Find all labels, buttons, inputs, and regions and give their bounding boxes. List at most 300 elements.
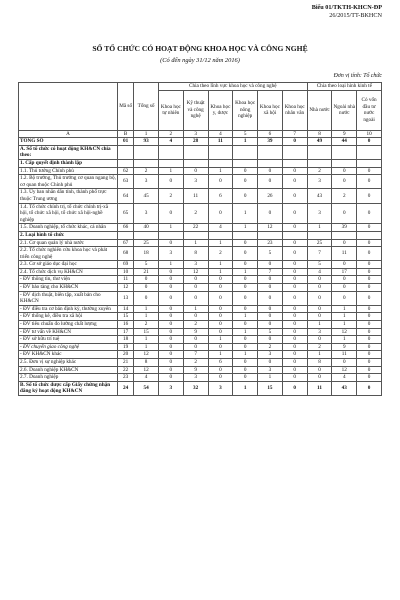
row-value: 4 — [332, 374, 357, 382]
row-ma-so: 19 — [118, 343, 134, 351]
row-value: 0 — [233, 374, 258, 382]
header-ma-so: Mã số — [118, 83, 134, 131]
row-value — [183, 231, 208, 239]
row-value: 0 — [307, 374, 332, 382]
row-value: 4 — [158, 138, 183, 146]
form-code — [312, 4, 382, 20]
row-value — [307, 159, 332, 167]
row-value: 1 — [258, 374, 283, 382]
row-value: 0 — [258, 313, 283, 321]
row-value: 1 — [233, 203, 258, 224]
row-value: 1 — [233, 351, 258, 359]
row-value: 0 — [233, 336, 258, 344]
row-value: 0 — [258, 203, 283, 224]
row-label: - ĐV điều tra cơ bản định kỳ, thường xuyên — [19, 305, 118, 313]
row-label: 2.6. Doanh nghiệp KH&CN — [19, 366, 118, 374]
table-row — [19, 167, 382, 175]
row-value: 3 — [183, 374, 208, 382]
row-value: 8 — [307, 359, 332, 367]
row-value: 1 — [208, 268, 233, 276]
row-value: 1 — [307, 351, 332, 359]
table-row — [19, 381, 382, 395]
row-label: 1. Cấp quyết định thành lập — [19, 159, 118, 167]
row-value: 12 — [258, 224, 283, 232]
row-value: 0 — [357, 247, 382, 261]
row-value: 0 — [158, 284, 183, 292]
row-ma-so: 62 — [118, 167, 134, 175]
row-value: 0 — [357, 189, 382, 203]
row-value: 0 — [208, 203, 233, 224]
row-value: 3 — [307, 175, 332, 189]
table-row — [19, 321, 382, 329]
row-value: 0 — [258, 305, 283, 313]
row-ma-so: 63 — [118, 175, 134, 189]
row-value: 2 — [158, 189, 183, 203]
table-body — [19, 138, 382, 396]
row-value: 0 — [282, 247, 307, 261]
row-value: 5 — [258, 247, 283, 261]
row-label: - ĐV tiêu chuẩn đo lường chất lượng — [19, 321, 118, 329]
row-value: 1 — [208, 261, 233, 269]
row-value: 0 — [233, 284, 258, 292]
row-value: 0 — [183, 343, 208, 351]
row-value: 0 — [357, 167, 382, 175]
row-label: 2.4. Tổ chức dịch vụ KH&CN — [19, 268, 118, 276]
row-value: 0 — [357, 366, 382, 374]
table-row — [19, 291, 382, 305]
row-value: 0 — [282, 138, 307, 146]
row-value — [282, 231, 307, 239]
row-value: 1 — [158, 167, 183, 175]
row-value: 1 — [332, 336, 357, 344]
row-value: 0 — [357, 336, 382, 344]
row-value: 0 — [357, 284, 382, 292]
row-value: 0 — [282, 305, 307, 313]
table-row — [19, 224, 382, 232]
header-letter: 5 — [233, 130, 258, 138]
row-ma-so — [118, 159, 134, 167]
header-letter: 3 — [183, 130, 208, 138]
row-value: 0 — [158, 291, 183, 305]
unit-label: Đơn vị tính: Tổ chức — [333, 73, 382, 79]
row-value: 0 — [233, 359, 258, 367]
row-label: 1.4. Tổ chức chính trị, tổ chức chính trị-xã hội, tổ chức xã hội, tổ chức xã hội-nghề nghiệp — [19, 203, 118, 224]
row-value: 49 — [307, 138, 332, 146]
row-ma-so: 22 — [118, 366, 134, 374]
row-value: 0 — [357, 224, 382, 232]
row-value: 3 — [158, 381, 183, 395]
row-value: 2 — [307, 343, 332, 351]
row-value: 26 — [258, 189, 283, 203]
row-value: 0 — [258, 284, 283, 292]
row-value: 0 — [158, 313, 183, 321]
row-label: - ĐV thông tin, thư viện — [19, 276, 118, 284]
row-value — [208, 231, 233, 239]
header-letter: 7 — [282, 130, 307, 138]
row-ma-so: 65 — [118, 203, 134, 224]
row-value: 0 — [208, 321, 233, 329]
form-code-line2: 26/2015/TT-BKHCN — [329, 12, 382, 19]
row-value: 0 — [332, 359, 357, 367]
row-value: 12 — [332, 366, 357, 374]
row-value: 1 — [332, 305, 357, 313]
row-value: 1 — [307, 224, 332, 232]
row-value — [258, 231, 283, 239]
row-value — [233, 231, 258, 239]
row-value: 1 — [158, 261, 183, 269]
table-row — [19, 305, 382, 313]
row-value: 0 — [134, 276, 159, 284]
row-value — [208, 159, 233, 167]
row-label: 1.5. Doanh nghiệp, tổ chức khác, cá nhân — [19, 224, 118, 232]
row-ma-so: 67 — [118, 239, 134, 247]
row-label: 2.5. Đơn vị sự nghiệp khác — [19, 359, 118, 367]
row-value: 12 — [134, 366, 159, 374]
row-value: 93 — [134, 138, 159, 146]
row-value — [233, 159, 258, 167]
header-label-cell — [19, 83, 118, 131]
header-row-letters — [19, 130, 382, 138]
row-value: 3 — [134, 203, 159, 224]
header-col: Có vốn đầu tư nước ngoài — [357, 90, 382, 130]
row-value: 8 — [183, 247, 208, 261]
row-value: 3 — [307, 203, 332, 224]
row-value — [208, 145, 233, 159]
header-letter: 9 — [332, 130, 357, 138]
row-ma-so: 66 — [118, 224, 134, 232]
row-ma-so: 11 — [118, 276, 134, 284]
header-col: Khoa học tự nhiên — [158, 90, 183, 130]
table-row — [19, 175, 382, 189]
row-value — [357, 159, 382, 167]
row-value: 17 — [332, 268, 357, 276]
row-value: 0 — [357, 351, 382, 359]
row-value: 1 — [233, 313, 258, 321]
row-value: 0 — [332, 276, 357, 284]
row-value: 0 — [282, 328, 307, 336]
row-value: 22 — [183, 224, 208, 232]
header-letter: 2 — [158, 130, 183, 138]
row-value: 4 — [307, 268, 332, 276]
row-value: 1 — [208, 336, 233, 344]
row-value: 0 — [158, 328, 183, 336]
header-letter: 4 — [208, 130, 233, 138]
row-value: 39 — [258, 138, 283, 146]
row-value: 11 — [332, 247, 357, 261]
row-value: 28 — [183, 138, 208, 146]
row-ma-so: 15 — [118, 313, 134, 321]
row-value: 23 — [258, 239, 283, 247]
row-value: 1 — [307, 321, 332, 329]
row-value: 1 — [233, 224, 258, 232]
table-row — [19, 359, 382, 367]
row-value: 0 — [208, 313, 233, 321]
row-value: 0 — [282, 224, 307, 232]
table-row — [19, 203, 382, 224]
row-value: 0 — [282, 167, 307, 175]
row-value: 0 — [307, 336, 332, 344]
row-value: 4 — [134, 374, 159, 382]
row-value: 0 — [357, 374, 382, 382]
row-value: 0 — [282, 284, 307, 292]
row-value: 32 — [183, 381, 208, 395]
row-value: 0 — [357, 321, 382, 329]
row-value: 0 — [357, 313, 382, 321]
row-value: 25 — [134, 239, 159, 247]
row-ma-so: 69 — [118, 261, 134, 269]
row-value — [158, 231, 183, 239]
row-value: 0 — [134, 291, 159, 305]
header-col: Nhà nước — [307, 90, 332, 130]
row-value: 0 — [282, 351, 307, 359]
row-label: - ĐV bảo tàng cho KH&CN — [19, 284, 118, 292]
row-value: 0 — [282, 381, 307, 395]
row-value: 5 — [307, 261, 332, 269]
row-value: 0 — [357, 291, 382, 305]
row-value: 39 — [332, 224, 357, 232]
row-ma-so: 13 — [118, 291, 134, 305]
row-label: - ĐV sở hữu trí tuệ — [19, 336, 118, 344]
row-value: 0 — [357, 138, 382, 146]
row-value: 3 — [208, 381, 233, 395]
row-label: - ĐV dịch thuật, biên tập, xuất bản cho KH&CN — [19, 291, 118, 305]
row-value: 3 — [258, 351, 283, 359]
row-value: 0 — [258, 336, 283, 344]
row-ma-so: 14 — [118, 305, 134, 313]
row-value: 0 — [258, 167, 283, 175]
table-row — [19, 351, 382, 359]
row-value: 12 — [134, 351, 159, 359]
row-label: TỔNG SỐ — [19, 138, 118, 146]
row-value: 0 — [307, 284, 332, 292]
row-value: 2 — [332, 189, 357, 203]
row-value: 0 — [357, 239, 382, 247]
row-ma-so: 24 — [118, 381, 134, 395]
row-value: 0 — [357, 305, 382, 313]
row-value: 0 — [357, 276, 382, 284]
row-value — [183, 145, 208, 159]
row-ma-so: 12 — [118, 284, 134, 292]
row-value: 0 — [282, 268, 307, 276]
row-value: 0 — [332, 167, 357, 175]
row-value: 0 — [282, 203, 307, 224]
row-value: 0 — [357, 261, 382, 269]
row-value: 6 — [208, 189, 233, 203]
row-value: 0 — [258, 359, 283, 367]
row-value: 3 — [134, 175, 159, 189]
row-value: 40 — [134, 224, 159, 232]
row-value: 0 — [158, 336, 183, 344]
row-value: 18 — [134, 247, 159, 261]
header-col: Khoa học xã hội — [258, 90, 283, 130]
row-value: 0 — [307, 305, 332, 313]
row-value: 0 — [357, 175, 382, 189]
row-value: 1 — [158, 224, 183, 232]
row-ma-so: 64 — [118, 189, 134, 203]
row-value: 0 — [357, 381, 382, 395]
row-value: 0 — [357, 328, 382, 336]
header-letter: 6 — [258, 130, 283, 138]
row-value: 0 — [233, 189, 258, 203]
row-label: 2.2. Tổ chức nghiên cứu khoa học và phát triển công nghệ — [19, 247, 118, 261]
row-value: 0 — [282, 336, 307, 344]
header-col: Khoa học y, dược — [208, 90, 233, 130]
row-value: 2 — [307, 167, 332, 175]
row-value — [357, 145, 382, 159]
row-value: 11 — [307, 381, 332, 395]
header-row-groups — [19, 83, 382, 91]
row-value: 2 — [208, 247, 233, 261]
row-value: 0 — [357, 343, 382, 351]
row-ma-so: 20 — [118, 351, 134, 359]
row-value: 1 — [233, 268, 258, 276]
header-col: Khoa học nông nghiệp — [233, 90, 258, 130]
row-value: 0 — [233, 276, 258, 284]
row-value: 0 — [332, 284, 357, 292]
row-ma-so: 16 — [118, 321, 134, 329]
row-value: 2 — [134, 167, 159, 175]
row-value: 1 — [233, 381, 258, 395]
row-value: 7 — [258, 268, 283, 276]
table-row — [19, 239, 382, 247]
row-value: 0 — [282, 261, 307, 269]
row-value: 0 — [158, 366, 183, 374]
row-label: - ĐV KH&CN khác — [19, 351, 118, 359]
table-row — [19, 268, 382, 276]
row-value: 0 — [208, 305, 233, 313]
row-value: 0 — [282, 321, 307, 329]
row-value: 0 — [233, 305, 258, 313]
table-row — [19, 261, 382, 269]
table-row — [19, 247, 382, 261]
table-row — [19, 336, 382, 344]
row-value: 0 — [208, 276, 233, 284]
row-value: 0 — [282, 343, 307, 351]
row-value: 6 — [208, 359, 233, 367]
row-value — [332, 231, 357, 239]
row-value — [233, 145, 258, 159]
row-ma-so — [118, 231, 134, 239]
row-value: 0 — [233, 247, 258, 261]
table-row — [19, 374, 382, 382]
table-row — [19, 276, 382, 284]
row-value: 11 — [332, 351, 357, 359]
row-value: 0 — [282, 313, 307, 321]
row-value: 1 — [332, 321, 357, 329]
row-value: 0 — [158, 268, 183, 276]
row-value: 3 — [158, 247, 183, 261]
row-value: 45 — [134, 189, 159, 203]
row-value: 0 — [208, 175, 233, 189]
row-value: 0 — [208, 284, 233, 292]
row-value: 3 — [183, 261, 208, 269]
row-value — [307, 145, 332, 159]
row-value: 7 — [183, 351, 208, 359]
row-label: - ĐV tư vấn về KH&CN — [19, 328, 118, 336]
row-label: 1.1. Thủ tướng Chính phủ — [19, 167, 118, 175]
row-value: 3 — [183, 175, 208, 189]
row-label: B. Số tổ chức được cấp Giấy chứng nhận đăng ký hoạt động KH&CN — [19, 381, 118, 395]
row-value: 8 — [134, 359, 159, 367]
row-value: 0 — [258, 321, 283, 329]
row-ma-so: 17 — [118, 328, 134, 336]
statistics-table — [18, 82, 382, 396]
row-value: 0 — [282, 366, 307, 374]
row-value: 1 — [233, 138, 258, 146]
row-value: 25 — [307, 239, 332, 247]
row-value: 0 — [307, 366, 332, 374]
header-col: Khoa học nhân văn — [282, 90, 307, 130]
row-label: A. Số tổ chức có hoạt động KH&CN chia theo: — [19, 145, 118, 159]
row-value: 5 — [258, 328, 283, 336]
row-value: 0 — [258, 291, 283, 305]
row-value: 44 — [332, 138, 357, 146]
row-value: 0 — [208, 366, 233, 374]
row-value — [134, 231, 159, 239]
row-value: 0 — [183, 167, 208, 175]
header-letter: 8 — [307, 130, 332, 138]
row-label: 2.3. Cơ sở giáo dục đại học — [19, 261, 118, 269]
row-value: 0 — [233, 291, 258, 305]
header-letter: A — [19, 130, 118, 138]
row-value: 0 — [332, 203, 357, 224]
row-value — [332, 145, 357, 159]
row-value: 5 — [134, 261, 159, 269]
row-value: 0 — [357, 268, 382, 276]
row-label: - ĐV chuyển giao công nghệ — [19, 343, 118, 351]
row-value: 0 — [332, 239, 357, 247]
row-value: 1 — [208, 239, 233, 247]
row-value: 0 — [183, 336, 208, 344]
row-value: 0 — [233, 366, 258, 374]
header-col: Ngoài nhà nước — [332, 90, 357, 130]
row-value: 0 — [233, 343, 258, 351]
row-value: 0 — [158, 343, 183, 351]
table-row — [19, 328, 382, 336]
row-value: 0 — [158, 374, 183, 382]
row-ma-so: 21 — [118, 359, 134, 367]
table-row — [19, 138, 382, 146]
row-value: 54 — [134, 381, 159, 395]
row-value: 0 — [183, 313, 208, 321]
row-value: 0 — [208, 374, 233, 382]
row-value: 0 — [258, 175, 283, 189]
row-value: 0 — [282, 175, 307, 189]
header-letter: 1 — [134, 130, 159, 138]
row-value: 9 — [183, 366, 208, 374]
row-value: 0 — [158, 276, 183, 284]
row-value: 1 — [134, 305, 159, 313]
header-group-linh-vuc: Chia theo lĩnh vực khoa học và công nghệ — [158, 83, 307, 91]
header-letter: B — [118, 130, 134, 138]
row-ma-so: 01 — [118, 138, 134, 146]
row-value: 0 — [332, 175, 357, 189]
table-row — [19, 343, 382, 351]
row-value: 2 — [183, 359, 208, 367]
row-label: 2.1. Cơ quan quản lý nhà nước — [19, 239, 118, 247]
row-label: 1.3. Ủy ban nhân dân tỉnh, thành phố trực thuộc Trung ương — [19, 189, 118, 203]
row-value: 0 — [233, 321, 258, 329]
row-value — [357, 231, 382, 239]
row-value: 3 — [307, 328, 332, 336]
row-value: 0 — [357, 203, 382, 224]
row-value: 1 — [332, 313, 357, 321]
row-value: 0 — [183, 284, 208, 292]
row-value: 0 — [134, 284, 159, 292]
row-label: - ĐV thống kê, điều tra xã hội — [19, 313, 118, 321]
row-value: 2 — [183, 321, 208, 329]
row-label: 2.7. Doanh nghiệp — [19, 374, 118, 382]
